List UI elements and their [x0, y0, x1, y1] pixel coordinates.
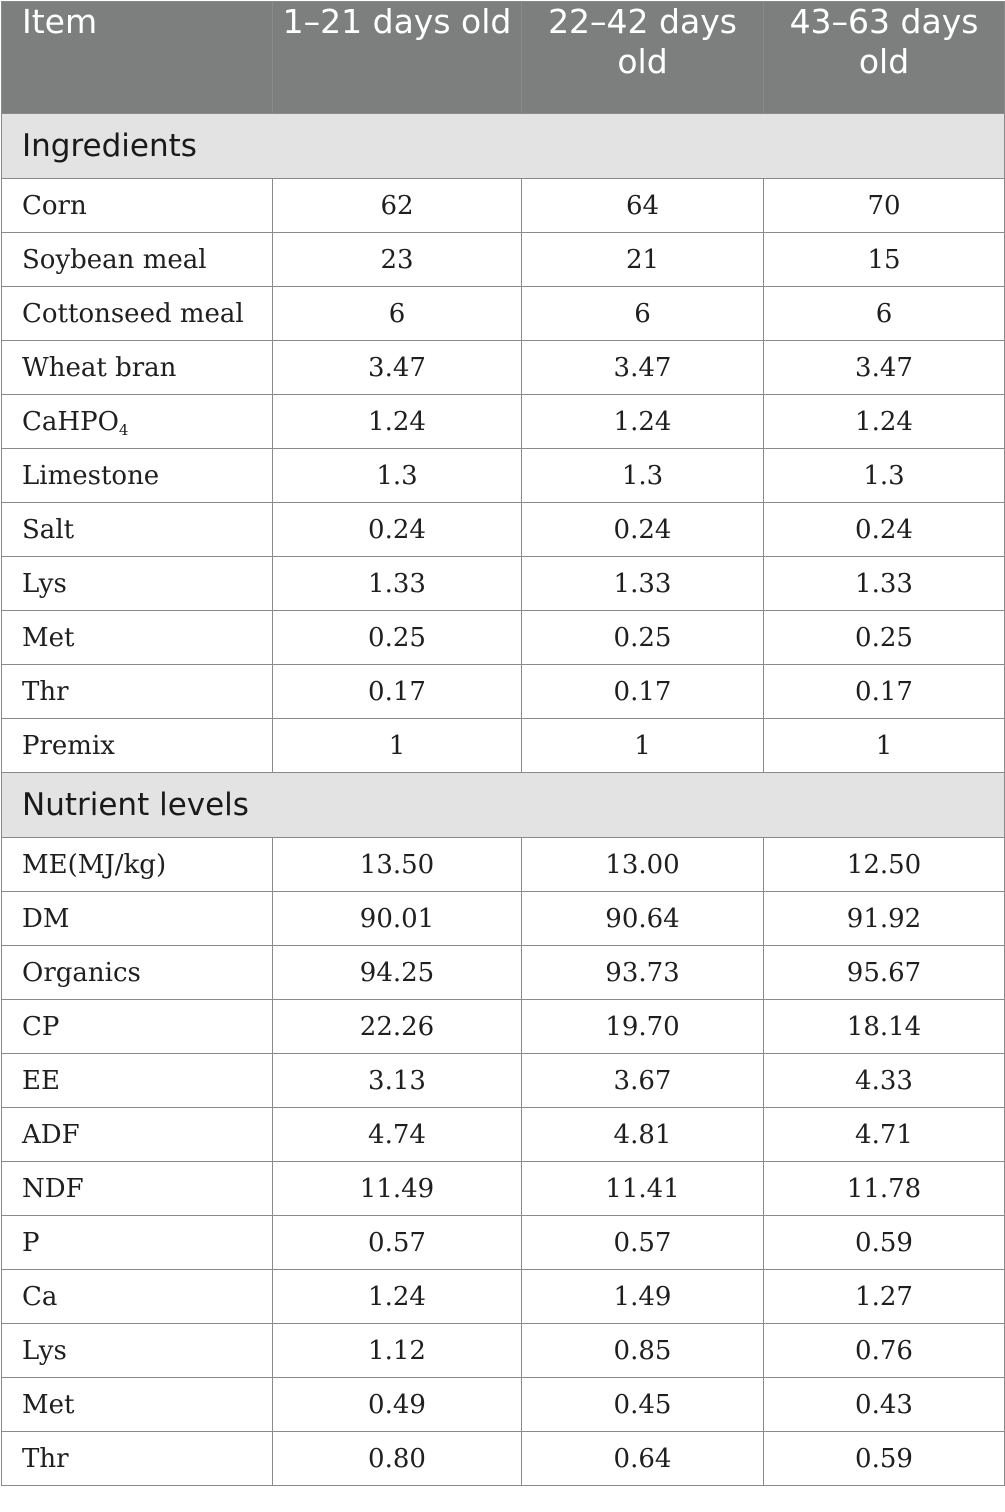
header-item: Item [2, 2, 273, 114]
row-label [2, 1108, 273, 1162]
row-label-text: Wheat bran [22, 352, 177, 383]
row-label [2, 946, 273, 1000]
value-cell-period-2: 0.25 [522, 611, 764, 665]
row-label [2, 1324, 273, 1378]
row-label [2, 395, 273, 449]
value-cell-period-3: 0.43 [764, 1378, 1005, 1432]
value-cell-period-1: 0.25 [273, 611, 522, 665]
value-cell-period-1: 1.33 [273, 557, 522, 611]
row-label [2, 449, 273, 503]
value-cell-period-1: 6 [273, 287, 522, 341]
row-label-text: Lys [22, 568, 67, 599]
row-label [2, 1000, 273, 1054]
row-label-text: NDF [22, 1173, 84, 1204]
value-cell-period-3: 91.92 [764, 892, 1005, 946]
table-row [2, 287, 1005, 341]
table-body [2, 114, 1005, 1486]
row-label-text: Ca [22, 1281, 58, 1312]
value-cell-period-3: 6 [764, 287, 1005, 341]
row-label-text: Organics [22, 957, 141, 988]
value-cell-period-1: 62 [273, 179, 522, 233]
row-label-text: CaHPO [22, 406, 119, 437]
value-cell-period-3: 1.27 [764, 1270, 1005, 1324]
table-row [2, 341, 1005, 395]
value-cell-period-3: 4.33 [764, 1054, 1005, 1108]
value-cell-period-2: 93.73 [522, 946, 764, 1000]
value-cell-period-2: 0.85 [522, 1324, 764, 1378]
value-cell-period-2: 0.64 [522, 1432, 764, 1486]
table-row [2, 1108, 1005, 1162]
value-cell-period-1: 0.24 [273, 503, 522, 557]
header-period-2: 22–42 days old [522, 2, 764, 114]
value-cell-period-3: 0.24 [764, 503, 1005, 557]
table-row [2, 1324, 1005, 1378]
table-row [2, 611, 1005, 665]
row-label [2, 719, 273, 773]
value-cell-period-2: 0.57 [522, 1216, 764, 1270]
value-cell-period-3: 1.3 [764, 449, 1005, 503]
value-cell-period-2: 3.67 [522, 1054, 764, 1108]
row-label [2, 557, 273, 611]
table-row [2, 1432, 1005, 1486]
value-cell-period-1: 4.74 [273, 1108, 522, 1162]
value-cell-period-3: 1.24 [764, 395, 1005, 449]
row-label-text: Salt [22, 514, 75, 545]
row-label [2, 892, 273, 946]
value-cell-period-1: 3.47 [273, 341, 522, 395]
value-cell-period-1: 0.57 [273, 1216, 522, 1270]
value-cell-period-3: 15 [764, 233, 1005, 287]
value-cell-period-2: 1.33 [522, 557, 764, 611]
value-cell-period-2: 19.70 [522, 1000, 764, 1054]
row-label [2, 503, 273, 557]
row-label-subscript: 4 [118, 420, 129, 439]
row-label [2, 665, 273, 719]
row-label-text: P [22, 1227, 40, 1258]
table-row [2, 719, 1005, 773]
value-cell-period-3: 70 [764, 179, 1005, 233]
row-label-text: ADF [22, 1119, 80, 1150]
value-cell-period-3: 95.67 [764, 946, 1005, 1000]
table-row [2, 1270, 1005, 1324]
table-row [2, 1162, 1005, 1216]
value-cell-period-3: 4.71 [764, 1108, 1005, 1162]
row-label [2, 1270, 273, 1324]
row-label [2, 611, 273, 665]
row-label-text: CP [22, 1011, 60, 1042]
row-label-text: Lys [22, 1335, 67, 1366]
table-row [2, 1216, 1005, 1270]
value-cell-period-1: 22.26 [273, 1000, 522, 1054]
table-row [2, 1054, 1005, 1108]
value-cell-period-2: 1.3 [522, 449, 764, 503]
value-cell-period-1: 1.12 [273, 1324, 522, 1378]
value-cell-period-2: 4.81 [522, 1108, 764, 1162]
table-row [2, 1000, 1005, 1054]
value-cell-period-2: 21 [522, 233, 764, 287]
value-cell-period-1: 11.49 [273, 1162, 522, 1216]
value-cell-period-1: 1.3 [273, 449, 522, 503]
table-row [2, 449, 1005, 503]
diet-composition-table [1, 1, 1005, 1486]
table-row [2, 946, 1005, 1000]
value-cell-period-2: 0.24 [522, 503, 764, 557]
value-cell-period-3: 11.78 [764, 1162, 1005, 1216]
table-row [2, 665, 1005, 719]
row-label [2, 838, 273, 892]
value-cell-period-1: 0.17 [273, 665, 522, 719]
row-label [2, 1054, 273, 1108]
value-cell-period-1: 94.25 [273, 946, 522, 1000]
value-cell-period-3: 0.17 [764, 665, 1005, 719]
table-row [2, 395, 1005, 449]
row-label-text: Thr [22, 676, 69, 707]
value-cell-period-3: 3.47 [764, 341, 1005, 395]
value-cell-period-3: 12.50 [764, 838, 1005, 892]
value-cell-period-3: 0.25 [764, 611, 1005, 665]
row-label-text: Cottonseed meal [22, 298, 244, 329]
value-cell-period-1: 23 [273, 233, 522, 287]
table-row [2, 557, 1005, 611]
value-cell-period-3: 1.33 [764, 557, 1005, 611]
table-row [2, 233, 1005, 287]
row-label [2, 1162, 273, 1216]
value-cell-period-1: 1.24 [273, 1270, 522, 1324]
value-cell-period-3: 0.76 [764, 1324, 1005, 1378]
section-ingredients [2, 114, 1005, 179]
value-cell-period-1: 1.24 [273, 395, 522, 449]
table-row [2, 503, 1005, 557]
table-row [2, 179, 1005, 233]
value-cell-period-2: 1.24 [522, 395, 764, 449]
value-cell-period-2: 13.00 [522, 838, 764, 892]
row-label [2, 179, 273, 233]
value-cell-period-1: 1 [273, 719, 522, 773]
value-cell-period-2: 90.64 [522, 892, 764, 946]
value-cell-period-2: 0.17 [522, 665, 764, 719]
value-cell-period-1: 90.01 [273, 892, 522, 946]
row-label [2, 341, 273, 395]
row-label-text: ME(MJ/kg) [22, 849, 167, 880]
header-row [2, 2, 1005, 114]
row-label [2, 233, 273, 287]
value-cell-period-3: 18.14 [764, 1000, 1005, 1054]
header-period-3: 43–63 days old [764, 2, 1005, 114]
row-label [2, 1216, 273, 1270]
row-label-text: Corn [22, 190, 87, 221]
value-cell-period-1: 13.50 [273, 838, 522, 892]
value-cell-period-3: 0.59 [764, 1432, 1005, 1486]
value-cell-period-2: 1.49 [522, 1270, 764, 1324]
row-label-text: Soybean meal [22, 244, 207, 275]
value-cell-period-1: 0.80 [273, 1432, 522, 1486]
value-cell-period-2: 0.45 [522, 1378, 764, 1432]
section-nutrients [2, 773, 1005, 838]
row-label-text: Met [22, 622, 75, 653]
section-title: Ingredients [2, 114, 1005, 179]
row-label-text: Limestone [22, 460, 160, 491]
value-cell-period-2: 6 [522, 287, 764, 341]
value-cell-period-2: 1 [522, 719, 764, 773]
row-label [2, 1432, 273, 1486]
row-label-text: Met [22, 1389, 75, 1420]
value-cell-period-3: 1 [764, 719, 1005, 773]
row-label-text: Premix [22, 730, 115, 761]
value-cell-period-2: 3.47 [522, 341, 764, 395]
row-label [2, 287, 273, 341]
value-cell-period-1: 0.49 [273, 1378, 522, 1432]
row-label-text: DM [22, 903, 70, 934]
row-label-text: Thr [22, 1443, 69, 1474]
table-row [2, 838, 1005, 892]
row-label-text: EE [22, 1065, 60, 1096]
section-title: Nutrient levels [2, 773, 1005, 838]
header-period-1: 1–21 days old [273, 2, 522, 114]
table-row [2, 1378, 1005, 1432]
value-cell-period-2: 64 [522, 179, 764, 233]
value-cell-period-2: 11.41 [522, 1162, 764, 1216]
value-cell-period-3: 0.59 [764, 1216, 1005, 1270]
table-row [2, 892, 1005, 946]
value-cell-period-1: 3.13 [273, 1054, 522, 1108]
row-label [2, 1378, 273, 1432]
